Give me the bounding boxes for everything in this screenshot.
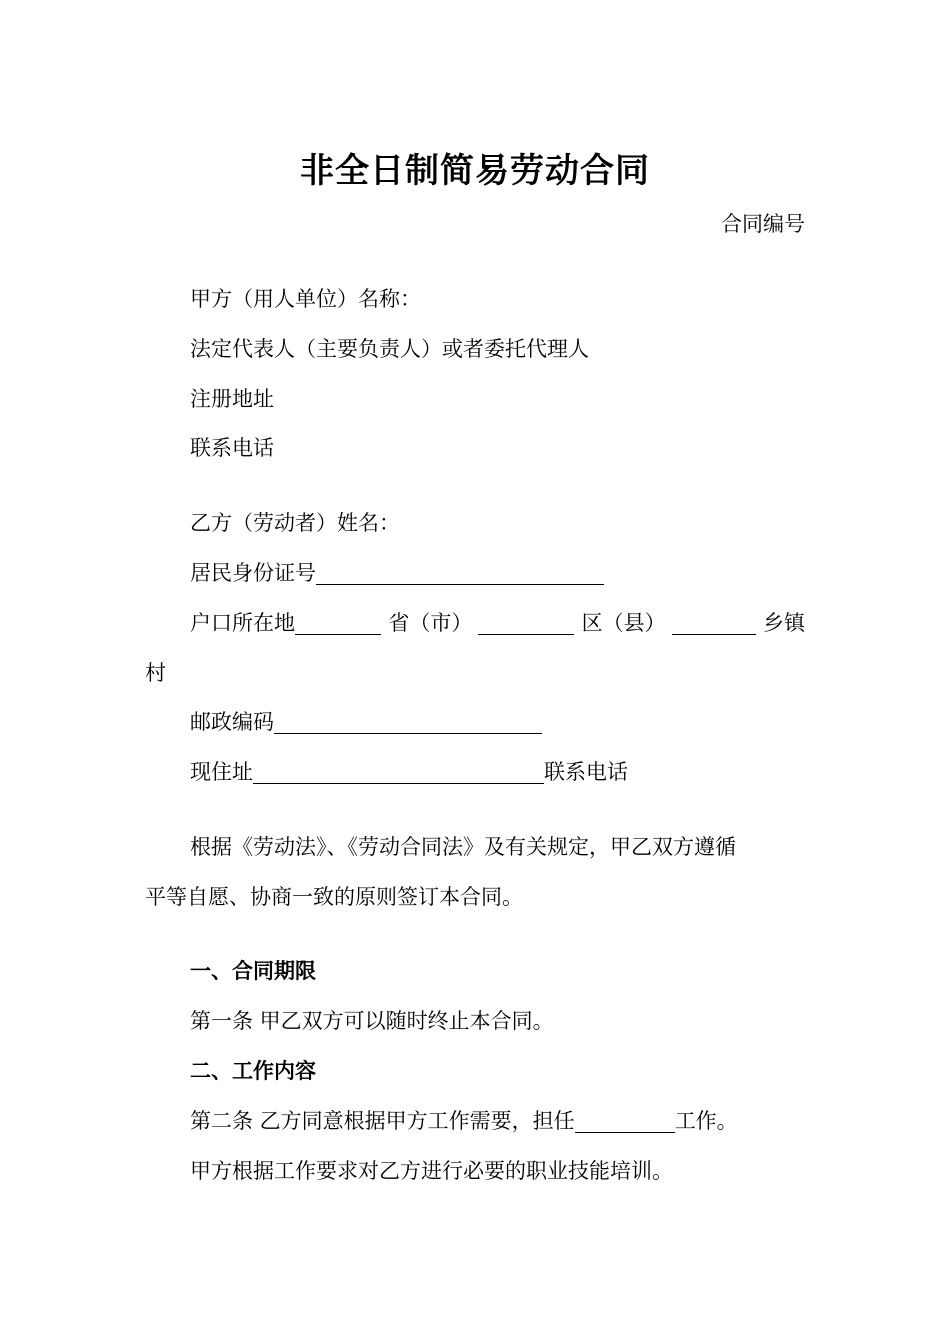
section-2-heading: 二、工作内容 <box>190 1059 316 1083</box>
district-label-group <box>582 608 756 638</box>
party-b-postcode-row <box>190 707 542 737</box>
section-1-heading: 一、合同期限 <box>190 959 316 983</box>
hukou-label-group <box>190 608 381 638</box>
province-label: 省（市） <box>388 611 473 635</box>
hukou-district-blank <box>478 610 574 635</box>
party-b-current-address-row <box>190 757 628 787</box>
party-b-phone-label: 联系电话 <box>544 760 628 784</box>
hukou-province-blank <box>295 610 381 635</box>
party-b-id-label: 居民身份证号 <box>190 561 316 585</box>
article-1: 第一条 甲乙双方可以随时终止本合同。 <box>190 1009 554 1033</box>
current-address-blank <box>253 759 544 784</box>
preamble-line-1: 根据《劳动法》、《劳动合同法》及有关规定，甲乙双方遵循 <box>190 835 736 859</box>
contract-number-label: 合同编号 <box>721 212 805 236</box>
current-address-label: 现住址 <box>190 760 253 784</box>
document-title: 非全日制简易劳动合同 <box>300 151 650 191</box>
article-2-prefix: 第二条 乙方同意根据甲方工作需要，担任 <box>190 1109 575 1133</box>
article-2-suffix: 工作。 <box>674 1109 738 1133</box>
postcode-label: 邮政编码 <box>190 710 274 734</box>
party-a-phone-label: 联系电话 <box>190 436 274 460</box>
district-label: 区（县） <box>581 611 666 635</box>
party-a-address-label: 注册地址 <box>190 387 274 411</box>
party-a-representative-label: 法定代表人（主要负责人）或者委托代理人 <box>190 337 589 361</box>
article-2-row <box>190 1106 738 1136</box>
village-label: 村 <box>145 661 166 685</box>
preamble-line-2: 平等自愿、协商一致的原则签订本合同。 <box>145 885 523 909</box>
id-number-blank <box>316 560 604 585</box>
town-label: 乡镇 <box>762 611 805 635</box>
hukou-town-blank <box>672 610 756 635</box>
party-b-name-label: 乙方（劳动者）姓名： <box>190 511 400 535</box>
province-label-group <box>388 608 574 638</box>
position-blank <box>575 1108 675 1133</box>
hukou-label: 户口所在地 <box>190 611 295 635</box>
party-b-hukou-row <box>190 608 805 638</box>
postcode-blank <box>274 709 542 734</box>
party-b-id-row <box>190 558 604 588</box>
party-a-name-label: 甲方（用人单位）名称： <box>190 287 421 311</box>
training-clause: 甲方根据工作要求对乙方进行必要的职业技能培训。 <box>190 1159 673 1183</box>
